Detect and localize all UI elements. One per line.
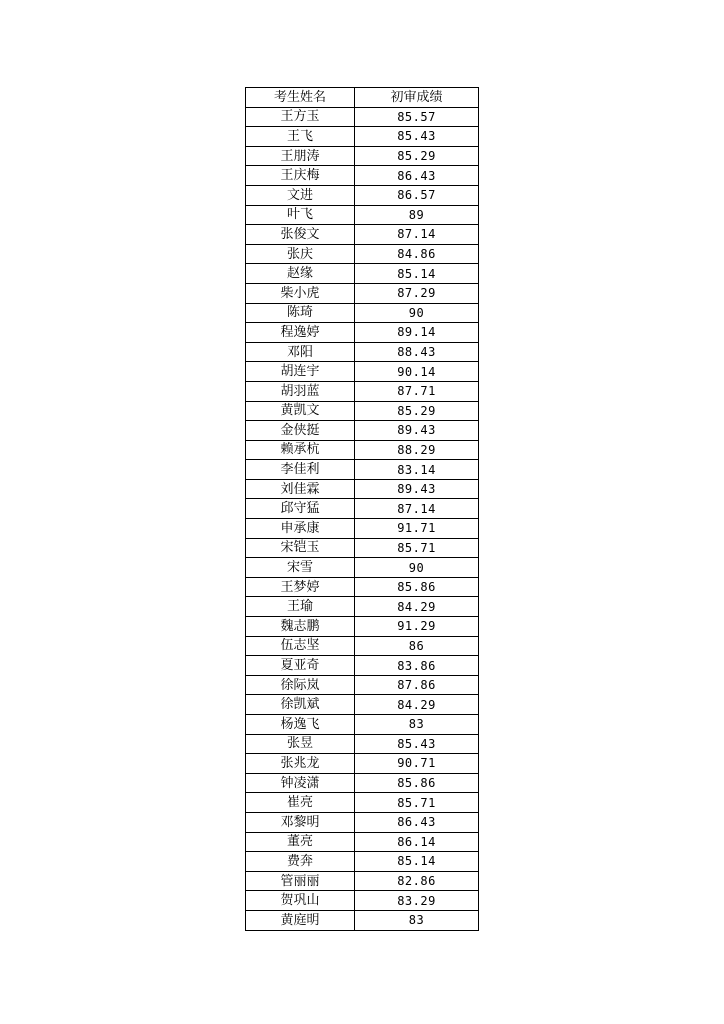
candidate-name-cell: 黄庭明 (246, 910, 355, 930)
table-row (246, 754, 479, 774)
table-row (246, 166, 479, 186)
candidate-name-cell: 张昱 (246, 734, 355, 754)
score-cell: 91.71 (355, 519, 479, 539)
candidate-name-cell: 陈琦 (246, 303, 355, 323)
table-row (246, 773, 479, 793)
candidate-name-cell: 叶飞 (246, 205, 355, 225)
table-body (246, 107, 479, 930)
table-row (246, 636, 479, 656)
table-row (246, 871, 479, 891)
candidate-name-cell: 伍志坚 (246, 636, 355, 656)
candidate-name-cell: 王瑜 (246, 597, 355, 617)
score-cell: 88.29 (355, 440, 479, 460)
candidate-name-cell: 邓阳 (246, 342, 355, 362)
table-row (246, 264, 479, 284)
table-row (246, 675, 479, 695)
candidate-name-cell: 王庆梅 (246, 166, 355, 186)
candidate-name-cell: 王飞 (246, 127, 355, 147)
score-cell: 85.43 (355, 127, 479, 147)
table-row (246, 381, 479, 401)
table-row (246, 891, 479, 911)
score-cell: 90.14 (355, 362, 479, 382)
table-row (246, 225, 479, 245)
candidate-name-cell: 柴小虎 (246, 283, 355, 303)
candidate-name-cell: 王梦婷 (246, 577, 355, 597)
score-cell: 83.86 (355, 656, 479, 676)
table-row (246, 323, 479, 343)
candidate-name-cell: 文进 (246, 185, 355, 205)
table-row (246, 146, 479, 166)
candidate-name-cell: 王方玉 (246, 107, 355, 127)
table-row (246, 342, 479, 362)
candidate-name-cell: 宋铠玉 (246, 538, 355, 558)
header-name: 考生姓名 (246, 88, 355, 108)
score-cell: 85.29 (355, 146, 479, 166)
score-cell: 89.43 (355, 479, 479, 499)
candidate-name-cell: 程逸婷 (246, 323, 355, 343)
table-row (246, 558, 479, 578)
table-row (246, 519, 479, 539)
score-cell: 85.14 (355, 852, 479, 872)
candidate-name-cell: 魏志鹏 (246, 617, 355, 637)
candidate-name-cell: 夏亚奇 (246, 656, 355, 676)
table-row (246, 910, 479, 930)
score-cell: 85.86 (355, 773, 479, 793)
candidate-name-cell: 费奔 (246, 852, 355, 872)
table-row (246, 695, 479, 715)
score-cell: 82.86 (355, 871, 479, 891)
candidate-name-cell: 邓黎明 (246, 812, 355, 832)
table-row (246, 597, 479, 617)
candidate-name-cell: 赵缘 (246, 264, 355, 284)
table-header (246, 88, 479, 108)
candidate-name-cell: 宋雪 (246, 558, 355, 578)
score-cell: 85.86 (355, 577, 479, 597)
candidate-name-cell: 贺巩山 (246, 891, 355, 911)
table-row (246, 715, 479, 735)
table-row (246, 499, 479, 519)
score-cell: 89.14 (355, 323, 479, 343)
score-cell: 86.43 (355, 166, 479, 186)
candidate-name-cell: 杨逸飞 (246, 715, 355, 735)
candidate-name-cell: 邱守猛 (246, 499, 355, 519)
score-cell: 83.29 (355, 891, 479, 911)
score-cell: 87.14 (355, 499, 479, 519)
score-cell: 85.71 (355, 793, 479, 813)
score-cell: 83 (355, 715, 479, 735)
table-row (246, 617, 479, 637)
table-row (246, 832, 479, 852)
table-row (246, 538, 479, 558)
table-row (246, 421, 479, 441)
score-cell: 86 (355, 636, 479, 656)
score-cell: 90 (355, 558, 479, 578)
table-row (246, 852, 479, 872)
table-row (246, 185, 479, 205)
candidate-name-cell: 赖承杭 (246, 440, 355, 460)
score-cell: 90 (355, 303, 479, 323)
header-score: 初审成绩 (355, 88, 479, 108)
table-row (246, 205, 479, 225)
table-row (246, 362, 479, 382)
score-cell: 84.29 (355, 597, 479, 617)
candidate-name-cell: 董亮 (246, 832, 355, 852)
score-cell: 85.14 (355, 264, 479, 284)
table-row (246, 303, 479, 323)
table-row (246, 107, 479, 127)
candidate-name-cell: 申承康 (246, 519, 355, 539)
candidate-name-cell: 张兆龙 (246, 754, 355, 774)
score-cell: 88.43 (355, 342, 479, 362)
score-cell: 86.14 (355, 832, 479, 852)
candidate-name-cell: 黄凯文 (246, 401, 355, 421)
candidate-name-cell: 崔亮 (246, 793, 355, 813)
table-row (246, 401, 479, 421)
candidate-name-cell: 胡连宇 (246, 362, 355, 382)
candidate-name-cell: 徐际岚 (246, 675, 355, 695)
score-cell: 85.43 (355, 734, 479, 754)
table-row (246, 244, 479, 264)
score-table (245, 87, 479, 931)
candidate-name-cell: 徐凯斌 (246, 695, 355, 715)
table-row (246, 479, 479, 499)
table-row (246, 656, 479, 676)
table-row (246, 460, 479, 480)
score-cell: 90.71 (355, 754, 479, 774)
candidate-name-cell: 刘佳霖 (246, 479, 355, 499)
score-cell: 83.14 (355, 460, 479, 480)
candidate-name-cell: 管丽丽 (246, 871, 355, 891)
table-row (246, 127, 479, 147)
table-row (246, 734, 479, 754)
candidate-name-cell: 胡羽蓝 (246, 381, 355, 401)
score-cell: 87.86 (355, 675, 479, 695)
score-cell: 85.57 (355, 107, 479, 127)
candidate-name-cell: 张俊文 (246, 225, 355, 245)
table-row (246, 440, 479, 460)
score-cell: 87.14 (355, 225, 479, 245)
score-cell: 91.29 (355, 617, 479, 637)
candidate-name-cell: 张庆 (246, 244, 355, 264)
score-cell: 84.29 (355, 695, 479, 715)
score-cell: 83 (355, 910, 479, 930)
score-cell: 85.71 (355, 538, 479, 558)
score-cell: 89.43 (355, 421, 479, 441)
score-cell: 89 (355, 205, 479, 225)
score-cell: 86.57 (355, 185, 479, 205)
table-row (246, 812, 479, 832)
table-row (246, 793, 479, 813)
candidate-name-cell: 李佳利 (246, 460, 355, 480)
candidate-name-cell: 金侠挺 (246, 421, 355, 441)
score-cell: 86.43 (355, 812, 479, 832)
candidate-name-cell: 王朋涛 (246, 146, 355, 166)
header-row (246, 88, 479, 108)
score-cell: 87.71 (355, 381, 479, 401)
table-row (246, 283, 479, 303)
score-cell: 87.29 (355, 283, 479, 303)
score-cell: 84.86 (355, 244, 479, 264)
candidate-name-cell: 钟凌潇 (246, 773, 355, 793)
table-row (246, 577, 479, 597)
score-cell: 85.29 (355, 401, 479, 421)
